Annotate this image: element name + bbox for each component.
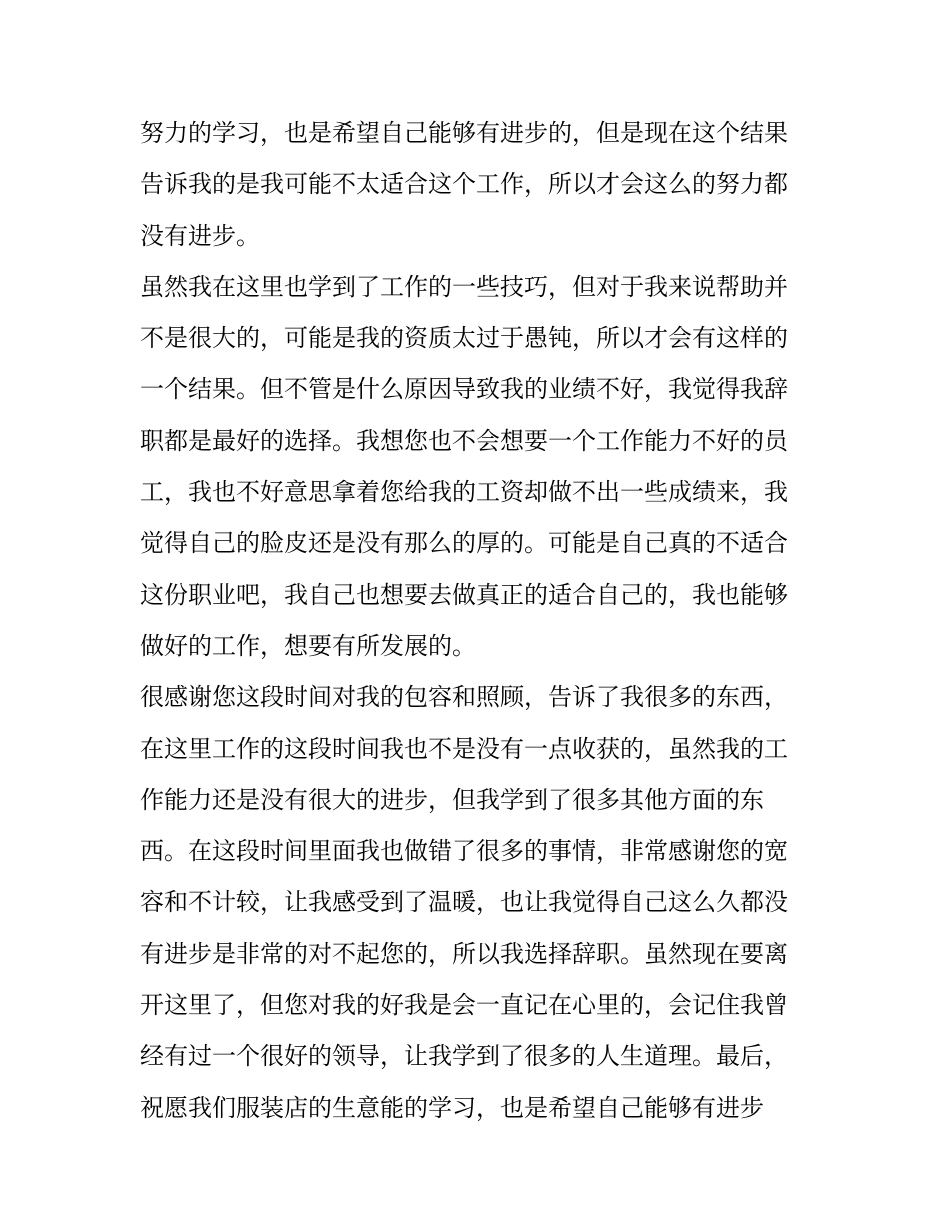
text-line: 祝愿我们服装店的生意能的学习，也是希望自己能够有进步 [140,1093,764,1122]
text-line: 西。在这段时间里面我也做错了很多的事情，非常感谢您的宽 [140,837,788,866]
text-line: 在这里工作的这段时间我也不是没有一点收获的，虽然我的工 [140,734,788,763]
text-line: 开这里了，但您对我的好我是会一直记在心里的，会记住我曾 [140,991,788,1020]
text-line: 容和不计较，让我感受到了温暖，也让我觉得自己这么久都没 [140,888,788,917]
text-line: 经有过一个很好的领导，让我学到了很多的人生道理。最后， [140,1042,788,1071]
text-line: 有进步是非常的对不起您的，所以我选择辞职。虽然现在要离 [140,939,788,968]
text-line: 很感谢您这段时间对我的包容和照顾，告诉了我很多的东西， [140,683,788,712]
text-line: 告诉我的是我可能不太适合这个工作，所以才会这么的努力都 [140,170,788,199]
text-line: 觉得自己的脸皮还是没有那么的厚的。可能是自己真的不适合 [140,529,788,558]
text-line: 一个结果。但不管是什么原因导致我的业绩不好，我觉得我辞 [140,375,788,404]
text-line: 不是很大的，可能是我的资质太过于愚钝，所以才会有这样的 [140,324,788,353]
body-text [140,108,812,1134]
text-line: 做好的工作，想要有所发展的。 [140,631,476,660]
text-line: 努力的学习，也是希望自己能够有进步的，但是现在这个结果 [140,119,788,147]
text-line: 这份职业吧，我自己也想要去做真正的适合自己的，我也能够 [140,580,788,609]
text-line: 没有进步。 [140,221,260,250]
text-line: 作能力还是没有很大的进步，但我学到了很多其他方面的东 [140,785,764,814]
text-line: 虽然我在这里也学到了工作的一些技巧，但对于我来说帮助并 [140,272,788,301]
text-line: 工，我也不好意思拿着您给我的工资却做不出一些成绩来，我 [140,478,788,507]
text-line: 职都是最好的选择。我想您也不会想要一个工作能力不好的员 [140,426,788,455]
